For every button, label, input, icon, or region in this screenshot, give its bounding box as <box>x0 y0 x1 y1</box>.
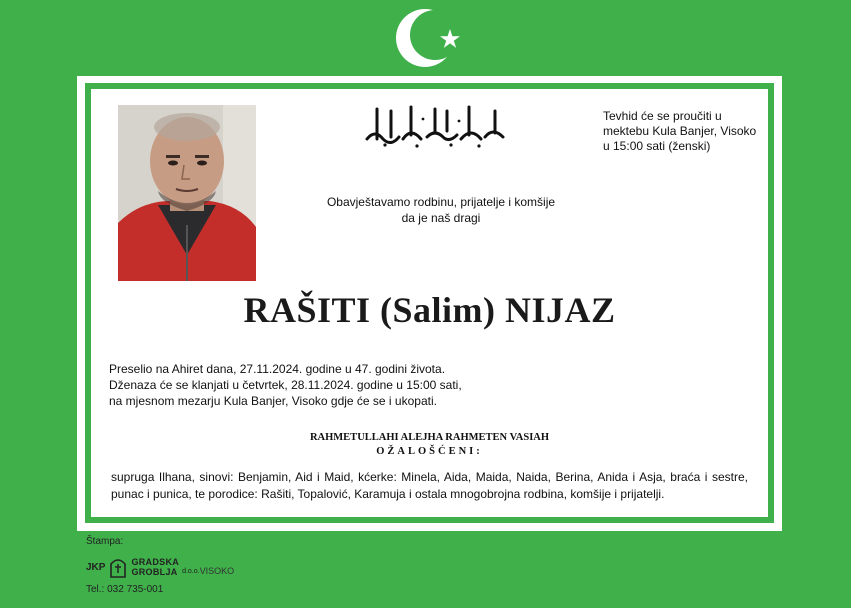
tevhid-line-2: mektebu Kula Banjer, Visoko <box>603 124 757 138</box>
tevhid-notice <box>603 109 773 154</box>
prayer-text: RAHMETULLAHI ALEJHA RAHMETEN VASIAH <box>309 432 550 443</box>
company-line-2: GROBLJA <box>131 567 178 577</box>
tevhid-line-1: Tevhid će se proučiti u <box>603 109 722 123</box>
intro-line-2: da je naš dragi <box>401 211 481 225</box>
crescent-and-star-icon <box>395 6 465 70</box>
death-details <box>109 361 529 409</box>
details-line-2: Dženaza će se klanjati u četvrtek, 28.11.2024. godine u 15:00 sati, <box>109 378 462 392</box>
company-prefix: JKP <box>86 561 106 573</box>
intro-text <box>291 194 591 226</box>
details-line-1: Preselio na Ahiret dana, 27.11.2024. godine u 47. godini života. <box>109 362 446 376</box>
company-line-1: GRADSKA <box>131 557 180 567</box>
prayer-block <box>91 431 768 459</box>
phone-number: Tel.: 032 735-001 <box>86 584 164 595</box>
arabic-calligraphy-icon <box>361 99 511 151</box>
tevhid-line-3: u 15:00 sati (ženski) <box>603 139 711 153</box>
obituary-card <box>77 76 782 531</box>
printer-logo <box>86 554 234 580</box>
printer-footer <box>86 536 266 602</box>
deceased-name: RAŠITI (Salim) NIJAZ <box>243 290 616 330</box>
cemetery-logo-icon <box>109 556 127 578</box>
green-border-frame <box>85 83 774 523</box>
deceased-photo <box>118 105 256 281</box>
company-city: VISOKO <box>199 566 235 576</box>
company-suffix: d.o.o. <box>182 567 200 575</box>
intro-line-1: Obavještavamo rodbinu, prijatelje i komšije <box>326 195 556 209</box>
mourners-title: OŽALOŠĆENI: <box>376 446 483 457</box>
company-name <box>131 557 179 577</box>
mourners-list: supruga Ilhana, sinovi: Benjamin, Aid i Maid, kćerke: Minela, Aida, Maida, Naida, Berina, Anida i Asja, braća i sestre, punac i punica, te porodice: Rašiti, Topalović, Karamuja i ostala mnogobrojna rodbina, komšije i prijatelji. <box>111 470 748 501</box>
details-line-3: na mjesnom mezarju Kula Banjer, Visoko gdje će se i ukopati. <box>109 394 437 408</box>
print-label: Štampa: <box>86 536 124 547</box>
